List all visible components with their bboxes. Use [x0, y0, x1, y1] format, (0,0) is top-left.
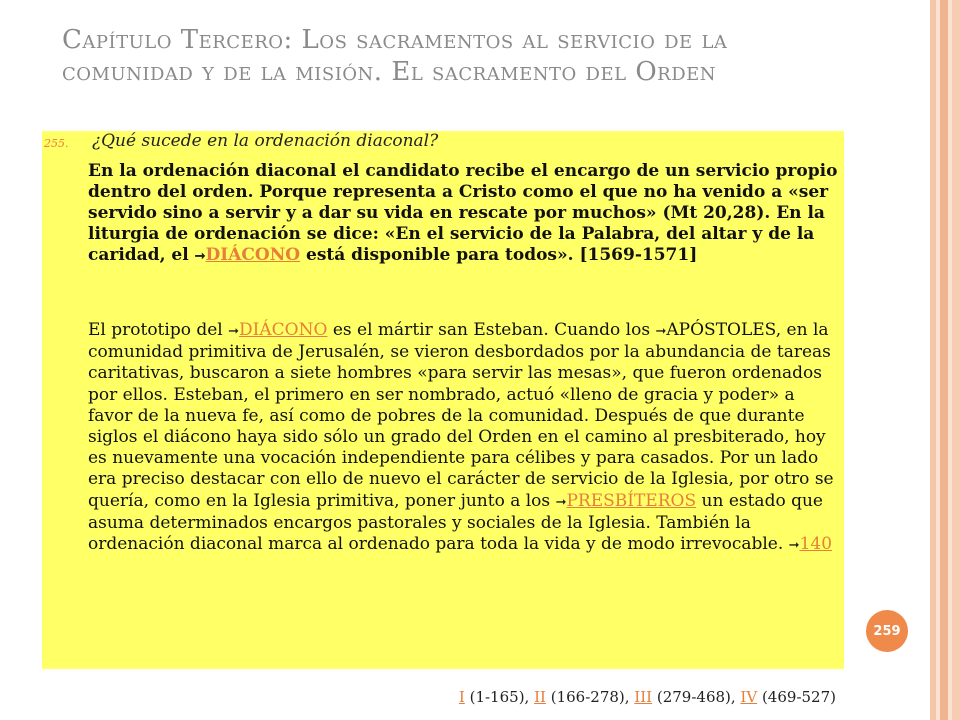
footer-link-part-4[interactable]: IV: [740, 688, 758, 706]
answer-paragraph-1: En la ordenación diaconal el candidato recibe el encargo de un servicio propio dentro del orden. Porque representa a Cristo como el que no ha venido a «ser servido sino a servir y a dar su vida en rescate por muchos» (Mt 20,28). En la liturgia de ordenación se dice: «En el servicio de la Palabra, del altar y de la caridad, el ➞DIÁCONO está disponible para todos». [1569-1571]: [88, 161, 838, 265]
link-presbiteros[interactable]: PRESBÍTEROS: [566, 490, 697, 511]
arrow-icon: ➞: [228, 324, 240, 339]
content-panel: [42, 131, 844, 669]
question-text: ¿Qué sucede en la ordenación diaconal?: [92, 131, 439, 151]
arrow-icon: ➞: [194, 249, 206, 264]
page-number-badge: 259: [866, 610, 908, 652]
arrow-icon: ➞: [788, 538, 800, 554]
question-number: 255.: [44, 137, 69, 150]
arrow-icon: ➞: [655, 324, 667, 339]
link-140[interactable]: 140: [799, 534, 833, 555]
link-diacono-2[interactable]: DIÁCONO: [239, 320, 328, 340]
footer-navigation: I (1-165), II (166-278), III (279-468), IV (469-527): [458, 688, 836, 706]
apostoles-term: APÓSTOLES: [666, 320, 776, 340]
answer-paragraph-2: El prototipo del ➞DIÁCONO es el mártir san Esteban. Cuando los ➞APÓSTOLES, en la comunidad primitiva de Jerusalén, se vieron desbordados por la abundancia de tareas caritativas, buscaron a siete hombres «para servir las mesas», que fueron ordenados por ellos. Esteban, el primero en ser nombrado, actuó «lleno de gracia y poder» a favor de la nueva fe, así como de pobres de la comunidad. Después de que durante siglos el diácono haya sido sólo un grado del Orden en el camino al presbiterado, hoy es nuevamente una vocación independiente para célibes y para casados. Por un lado era preciso destacar con ello de nuevo el carácter de servicio de la Iglesia, por otro se quería, como en la Iglesia primitiva, poner junto a los ➞PRESBÍTEROS un estado que asuma determinados encargos pastorales y sociales de la Iglesia. También la ordenación diaconal marca al ordenado para toda la vida y de modo irrevocable. ➞140: [88, 320, 834, 555]
link-diacono[interactable]: DIÁCONO: [205, 245, 301, 265]
slide-title: Capítulo Tercero: Los sacramentos al servicio de la comunidad y de la misión. El sacramento del Orden: [62, 25, 728, 87]
footer-link-part-1[interactable]: I: [458, 688, 465, 706]
decorative-stripes: [930, 0, 960, 720]
footer-link-part-3[interactable]: III: [634, 688, 653, 706]
footer-link-part-2[interactable]: II: [534, 688, 546, 706]
arrow-icon: ➞: [555, 494, 567, 510]
